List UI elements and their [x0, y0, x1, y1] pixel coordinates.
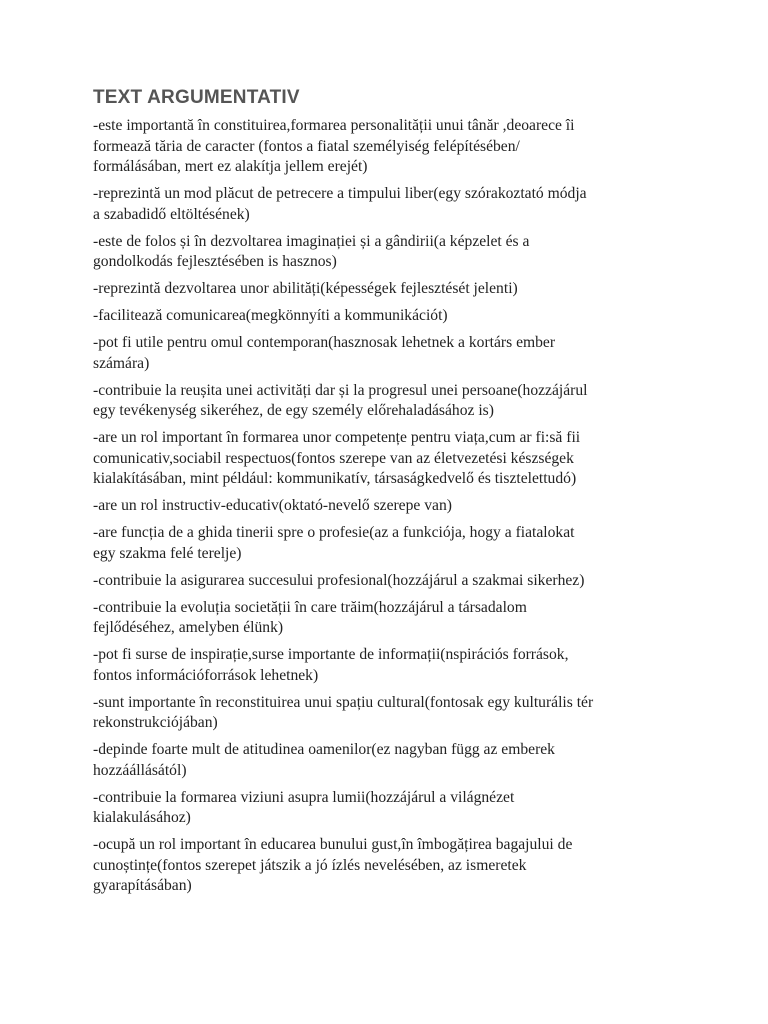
argument-item [93, 116, 733, 178]
argument-line: -contribuie la formarea viziuni asupra lumii(hozzájárul a világnézet [93, 788, 515, 806]
argument-item [93, 306, 733, 327]
argument-line: hozzáállásától) [93, 761, 187, 779]
argument-line: -reprezintă dezvoltarea unor abilități(képességek fejlesztését jelenti) [93, 280, 518, 297]
argument-line: gondolkodás fejlesztésében is hasznos) [93, 253, 337, 270]
argument-line: -ocupă un rol important în educarea bunului gust,în îmbogățirea bagajului de [93, 836, 573, 853]
argument-item [93, 645, 733, 686]
argument-line: cunoștințe(fontos szerepet játszik a jó ízlés nevelésében, az ismeretek [93, 856, 527, 874]
argument-line: -reprezintă un mod plăcut de petrecere a timpului liber(egy szórakoztató módja [93, 185, 587, 202]
argument-line: formează tăria de caracter (fontos a fiatal személyiség felépítésében/ [93, 137, 520, 155]
argument-line: -pot fi surse de inspirație,surse importante de informații(nspirációs források, [93, 646, 569, 663]
argument-line: egy tevékenység sikeréhez, de egy személy előrehaladásához is) [93, 402, 494, 419]
argument-line: -pot fi utile pentru omul contemporan(hasznosak lehetnek a kortárs ember [93, 334, 556, 351]
argument-line: -contribuie la reușita unei activități dar și la progresul unei persoane(hozzájárul [93, 381, 588, 399]
argument-line: -depinde foarte mult de atitudinea oamenilor(ez nagyban függ az emberek [93, 741, 555, 758]
argument-item [93, 428, 733, 490]
argument-line: a szabadidő eltöltésének) [93, 205, 250, 223]
argument-line: kialakításában, mint például: kommunikatív, társaságkedvelő és tisztelettudó) [93, 470, 577, 487]
argument-item [93, 232, 733, 273]
argument-item [93, 693, 733, 734]
argument-line: -are un rol important în formarea unor competențe pentru viața,cum ar fi:să fii [93, 429, 581, 446]
argument-line: -are un rol instructiv-educativ(oktató-nevelő szerepe van) [93, 497, 452, 514]
document-title: TEXT ARGUMENTATIV [93, 87, 300, 108]
argument-item [93, 279, 733, 300]
argument-item [93, 333, 733, 374]
argument-item [93, 835, 733, 897]
argument-line: -este importantă în constituirea,formarea personalității unui tânăr ,deoarece îi [93, 117, 575, 134]
argument-line: fontos információforrások lehetnek) [93, 666, 319, 684]
argument-line: kialakulásához) [93, 809, 191, 826]
argument-item [93, 571, 733, 592]
argument-line: formálásában, mert ez alakítja jellem erejét) [93, 158, 368, 175]
argument-line: -sunt importante în reconstituirea unui spațiu cultural(fontosak egy kulturális tér [93, 693, 594, 711]
argument-item [93, 788, 733, 829]
argument-line: -are funcția de a ghida tinerii spre o profesie(az a funkciója, hogy a fiatalokat [93, 524, 575, 541]
document-page [93, 84, 733, 903]
argument-line: -este de folos și în dezvoltarea imaginației și a gândirii(a képzelet és a [93, 232, 530, 250]
argument-item [93, 598, 733, 639]
argument-item [93, 496, 733, 517]
argument-list [93, 116, 733, 897]
argument-line: comunicativ,sociabil respectuos(fontos szerepe van az életvezetési készségek [93, 449, 574, 467]
argument-line: rekonstrukciójában) [93, 714, 218, 731]
argument-line: -facilitează comunicarea(megkönnyíti a kommunikációt) [93, 307, 448, 324]
argument-item [93, 523, 733, 564]
argument-item [93, 740, 733, 781]
argument-line: -contribuie la evoluția societății în care trăim(hozzájárul a társadalom [93, 598, 527, 616]
argument-item [93, 381, 733, 422]
argument-line: -contribuie la asigurarea succesului profesional(hozzájárul a szakmai sikerhez) [93, 571, 585, 589]
argument-line: számára) [93, 354, 150, 372]
argument-line: gyarapításában) [93, 877, 192, 894]
argument-line: egy szakma felé terelje) [93, 544, 242, 562]
argument-item [93, 184, 733, 225]
argument-line: fejlődéséhez, amelyben élünk) [93, 619, 284, 636]
